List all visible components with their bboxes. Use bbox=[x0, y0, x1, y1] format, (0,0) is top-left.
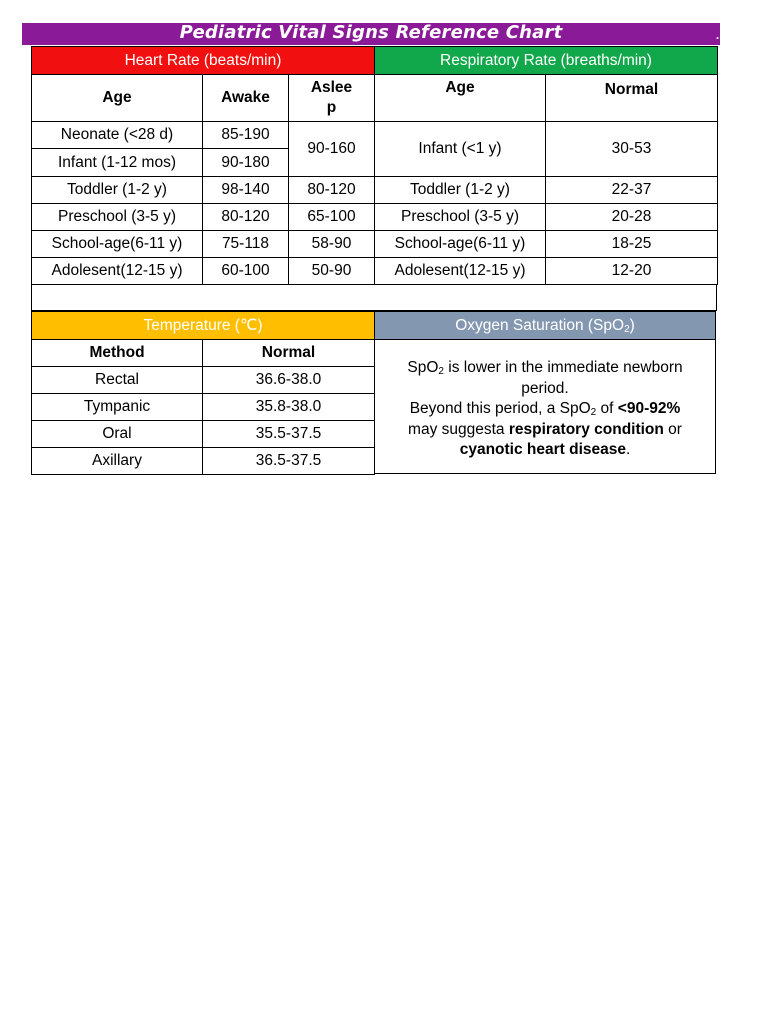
temp-col-normal: Normal bbox=[203, 340, 375, 367]
hr-awake: 98-140 bbox=[203, 177, 289, 204]
hr-age: Neonate (<28 d) bbox=[32, 122, 203, 149]
hr-col-age: Age bbox=[32, 75, 203, 122]
note-line-cyanotic: cyanotic heart disease. bbox=[459, 441, 631, 458]
table-row bbox=[32, 394, 375, 421]
note-line-condition: may suggesta respiratory condition or bbox=[408, 420, 682, 438]
rr-normal: 12-20 bbox=[546, 258, 718, 285]
hr-asleep: 58-90 bbox=[289, 231, 375, 258]
note-line-newborn: SpO$_2$ is lower in the immediate newborn period. bbox=[407, 359, 683, 397]
note-line-threshold: Beyond this period, a SpO$_2$ of <90-92% bbox=[409, 400, 681, 418]
hr-col-asleep: Aslee p bbox=[289, 75, 375, 122]
temp-normal: 35.5-37.5 bbox=[203, 421, 375, 448]
table-row bbox=[375, 177, 718, 204]
table-row bbox=[375, 231, 718, 258]
table-row bbox=[375, 258, 718, 285]
respiratory-rate-header: Respiratory Rate (breaths/min) bbox=[375, 47, 718, 75]
table-row bbox=[375, 204, 718, 231]
table-row bbox=[32, 258, 375, 285]
oxygen-saturation-panel bbox=[374, 311, 716, 474]
hr-awake: 80-120 bbox=[203, 204, 289, 231]
rr-normal: 30-53 bbox=[546, 122, 718, 177]
temp-normal: 35.8-38.0 bbox=[203, 394, 375, 421]
table-row bbox=[32, 177, 375, 204]
oxygen-saturation-note bbox=[375, 340, 715, 461]
temp-col-method: Method bbox=[32, 340, 203, 367]
table-row bbox=[375, 122, 718, 177]
hr-asleep: 50-90 bbox=[289, 258, 375, 285]
hr-age: School-age(6-11 y) bbox=[32, 231, 203, 258]
rr-age: Adolesent(12-15 y) bbox=[375, 258, 546, 285]
heart-rate-table bbox=[31, 46, 375, 285]
temperature-table bbox=[31, 311, 375, 475]
hr-asleep: 90-160 bbox=[289, 122, 375, 177]
table-row bbox=[32, 448, 375, 475]
blank-row bbox=[31, 284, 717, 311]
temp-method: Tympanic bbox=[32, 394, 203, 421]
rr-normal: 20-28 bbox=[546, 204, 718, 231]
hr-col-awake: Awake bbox=[203, 75, 289, 122]
table-row bbox=[32, 204, 375, 231]
hr-asleep: 65-100 bbox=[289, 204, 375, 231]
rr-age: Infant (<1 y) bbox=[375, 122, 546, 177]
temp-method: Oral bbox=[32, 421, 203, 448]
rr-age: Toddler (1-2 y) bbox=[375, 177, 546, 204]
chart-title-bar bbox=[22, 23, 720, 45]
hr-age: Toddler (1-2 y) bbox=[32, 177, 203, 204]
hr-asleep: 80-120 bbox=[289, 177, 375, 204]
respiratory-rate-table bbox=[374, 46, 718, 285]
hr-awake: 90-180 bbox=[203, 149, 289, 177]
temperature-header: Temperature (℃) bbox=[32, 312, 375, 340]
table-row bbox=[32, 231, 375, 258]
rr-normal: 18-25 bbox=[546, 231, 718, 258]
heart-rate-header: Heart Rate (beats/min) bbox=[32, 47, 375, 75]
hr-age: Preschool (3-5 y) bbox=[32, 204, 203, 231]
hr-age: Infant (1-12 mos) bbox=[32, 149, 203, 177]
rr-age: School-age(6-11 y) bbox=[375, 231, 546, 258]
hr-age: Adolesent(12-15 y) bbox=[32, 258, 203, 285]
hr-awake: 85-190 bbox=[203, 122, 289, 149]
temp-normal: 36.6-38.0 bbox=[203, 367, 375, 394]
rr-age: Preschool (3-5 y) bbox=[375, 204, 546, 231]
temp-method: Rectal bbox=[32, 367, 203, 394]
hr-awake: 60-100 bbox=[203, 258, 289, 285]
temp-normal: 36.5-37.5 bbox=[203, 448, 375, 475]
rr-col-normal: Normal bbox=[546, 75, 718, 122]
temp-method: Axillary bbox=[32, 448, 203, 475]
rr-normal: 22-37 bbox=[546, 177, 718, 204]
title-mark: . bbox=[716, 31, 720, 42]
table-row bbox=[32, 421, 375, 448]
table-row bbox=[32, 367, 375, 394]
hr-awake: 75-118 bbox=[203, 231, 289, 258]
table-row bbox=[32, 122, 375, 149]
oxygen-saturation-header: Oxygen Saturation (SpO$_2$) bbox=[375, 312, 715, 340]
chart-title: Pediatric Vital Signs Reference Chart bbox=[179, 22, 563, 43]
rr-col-age: Age bbox=[375, 75, 546, 122]
